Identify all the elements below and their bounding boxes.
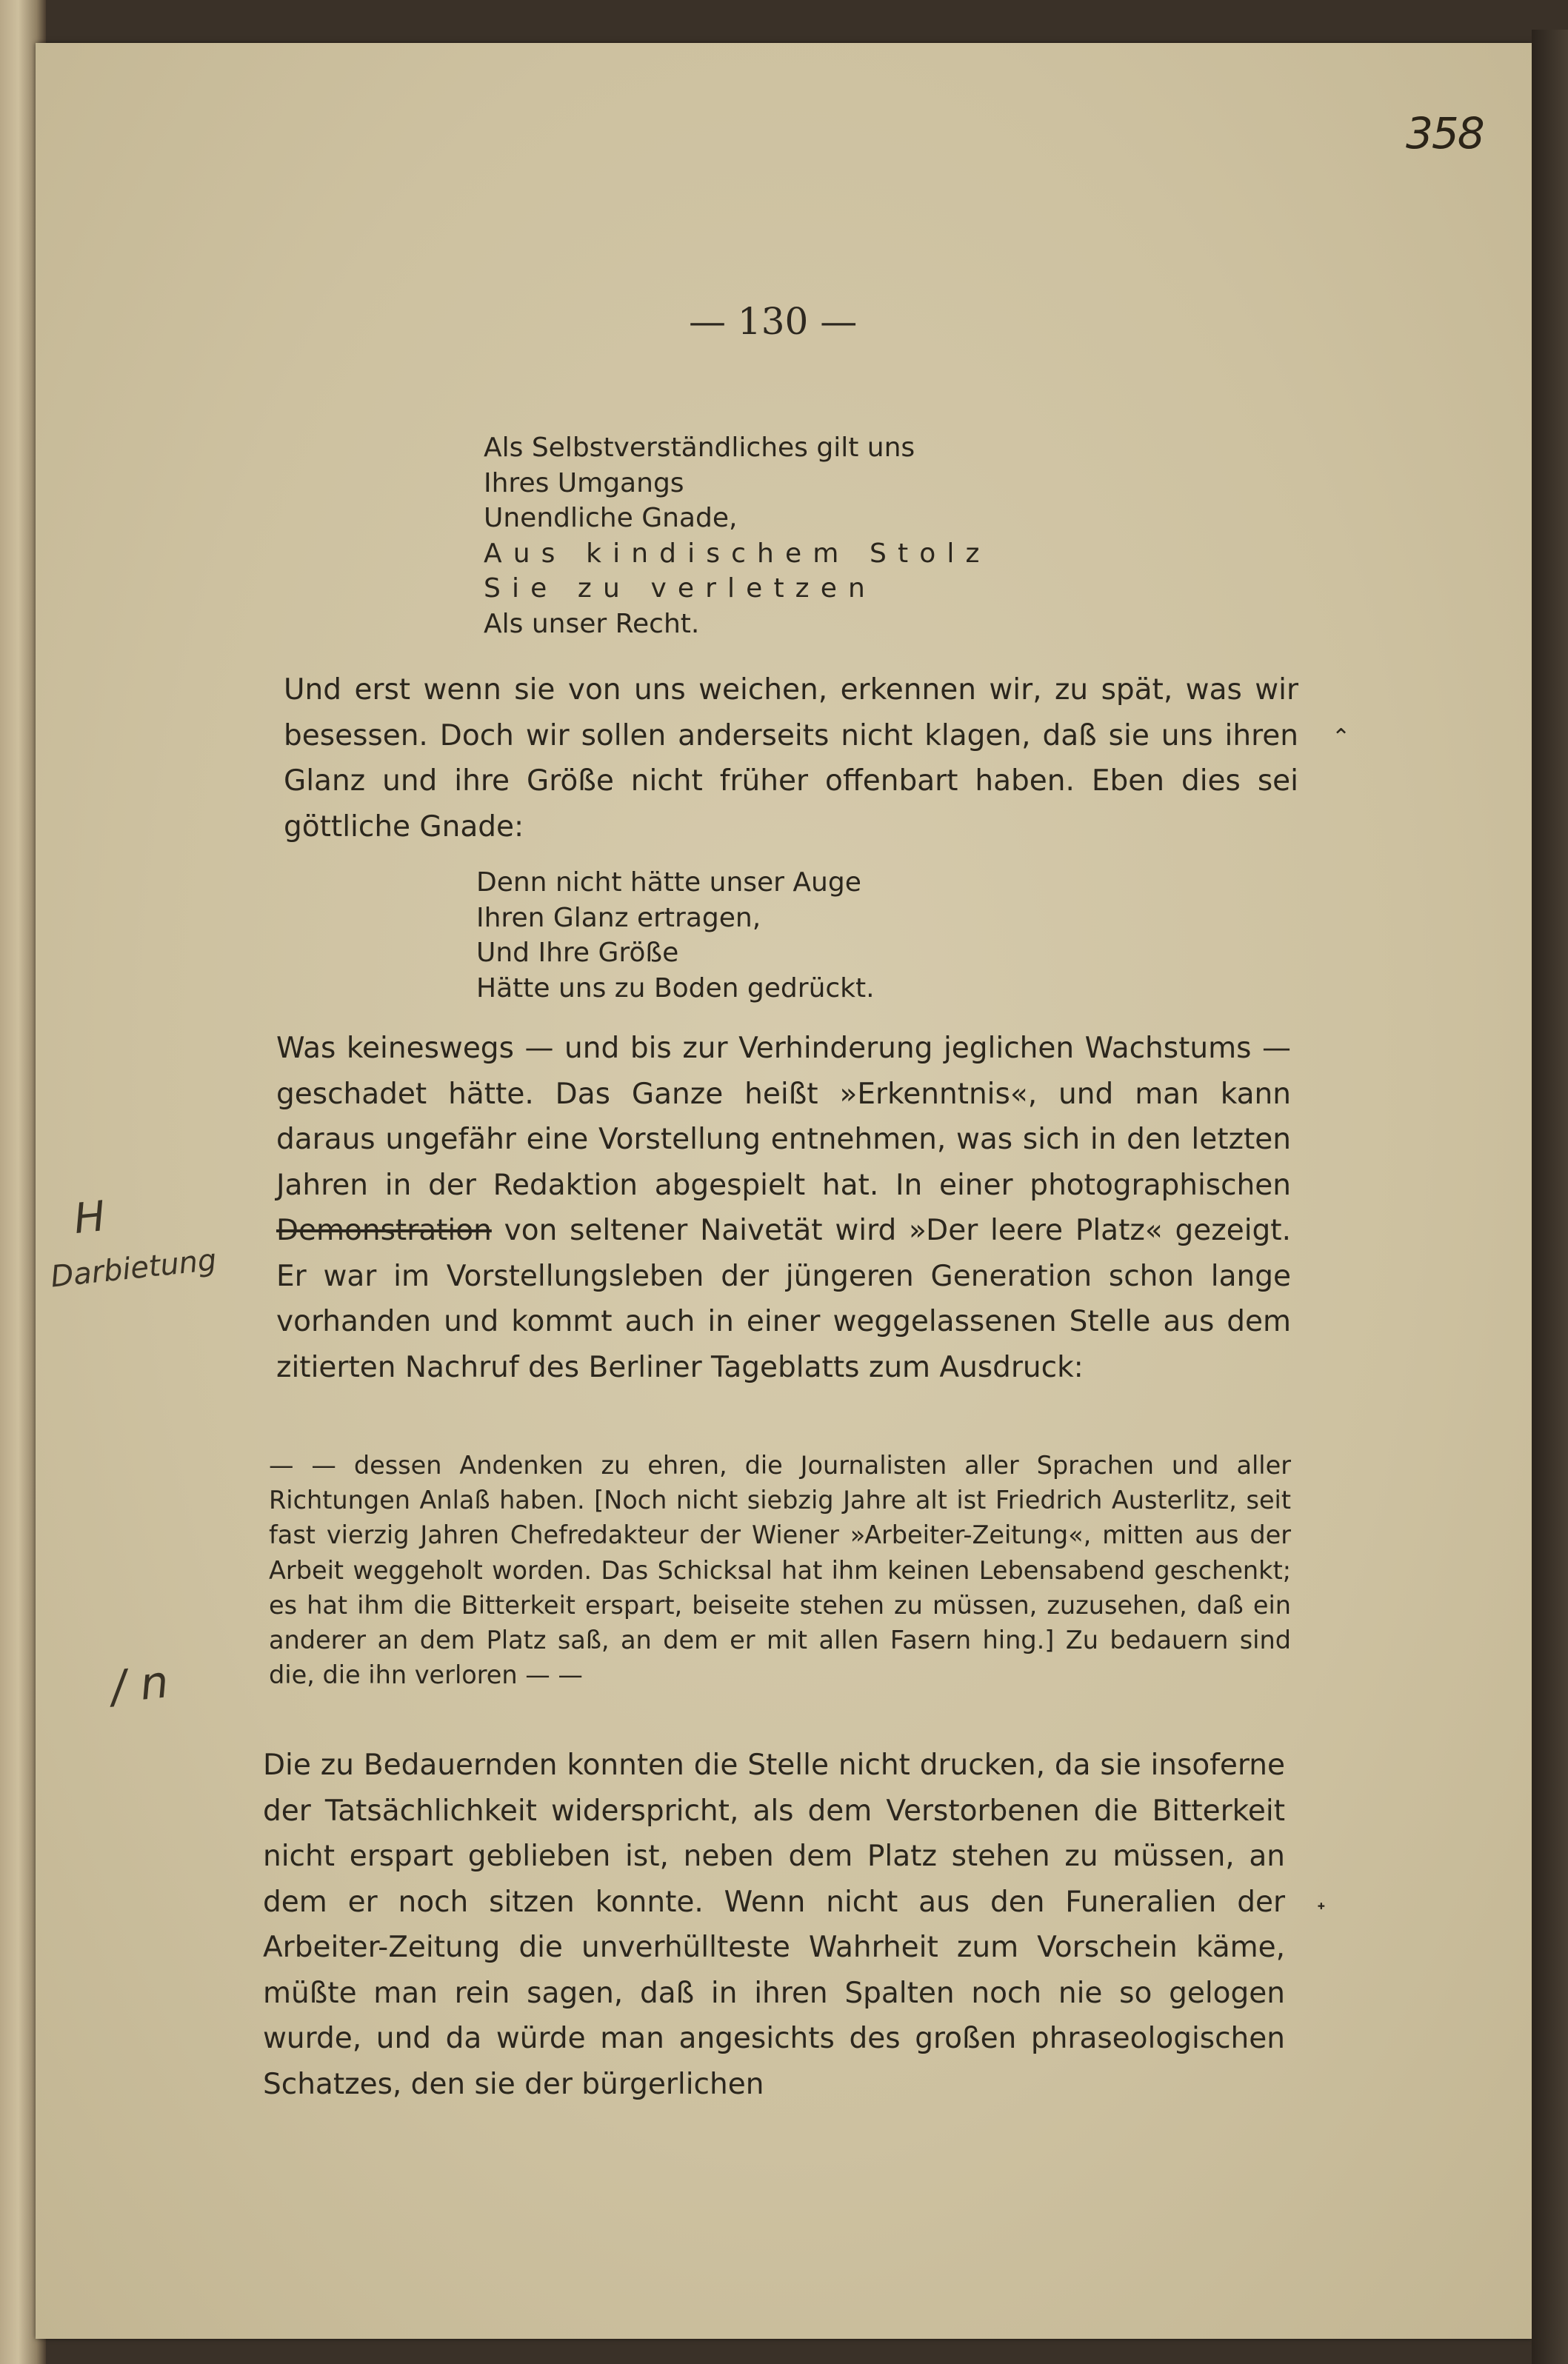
pencil-mark-icon: ⌃ (1332, 724, 1351, 750)
poem-block-2 (476, 865, 950, 1006)
poem-block-1 (484, 430, 991, 641)
poem-line: Sie zu verletzen (484, 573, 876, 604)
poem-line: Aus kindischem Stolz (484, 538, 991, 569)
poem-line: Unendliche Gnade, (484, 503, 738, 533)
paragraph-2-end: von seltener Naivetät wird »Der leere Platz« gezeigt. Er war im Vorstellungsleben der jüngeren Generation schon lange vorhanden und kommt auch in einer weggelassenen Stelle aus dem zitierten Nachruf des Berliner Tageblatts zum Ausdruck: (276, 1214, 1291, 1384)
paragraph-2-start: Was keineswegs — und bis zur Verhinderung jeglichen Wachstums — geschadet hätte. Das Ganze heißt »Erkenntnis«, und man kann daraus ungefähr eine Vorstellung entnehmen, was sich in den letzten Jahren in der Redaktion abgespielt hat. In einer photographischen (276, 1032, 1291, 1202)
archive-page-number: 358 (1406, 108, 1484, 158)
struck-word: Demonstration (276, 1214, 492, 1247)
paragraph-1: Und erst wenn sie von uns weichen, erkennen wir, zu spät, was wir besessen. Doch wir sollen anderseits nicht klagen, daß sie uns ihren Glanz und ihre Größe nicht früher offenbart haben. Eben dies sei göttliche Gnade: (284, 673, 1298, 844)
page-edge-shadow (1532, 30, 1568, 2364)
poem-line: Und Ihre Größe (476, 938, 679, 968)
margin-note-insertion: / n (108, 1656, 171, 1714)
quotation-block: — — dessen Andenken zu ehren, die Journalisten aller Sprachen und aller Richtungen Anlaß haben. [Noch nicht siebzig Jahre alt ist Friedrich Austerlitz, seit fast vierzig Jahren Chefredakteur der Wiener »Arbeiter-Zeitung«, mitten aus der Arbeit weggeholt worden. Das Schicksal hat ihm keinen Lebensabend geschenkt; es hat ihm die Bitterkeit erspart, beiseite stehen zu müssen, zuzusehen, daß ein anderer an dem Platz saß, an dem er mit allen Fasern hing.] Zu bedauern sind die, die ihn verloren — — (269, 1451, 1291, 1690)
margin-note-darbietung: Darbietung (49, 1243, 218, 1295)
margin-note-h: H (71, 1192, 108, 1244)
pencil-mark-icon: ˖ (1317, 1892, 1326, 1918)
poem-line: Als Selbstverständliches gilt uns (484, 433, 915, 463)
poem-line: Ihres Umgangs (484, 467, 684, 498)
paragraph-2 (276, 1026, 1291, 1390)
poem-line: Ihren Glanz ertragen, (476, 902, 761, 933)
paragraph-3: Die zu Bedauernden konnten die Stelle nicht drucken, da sie insoferne der Tatsächlichkeit widerspricht, als dem Verstorbenen die Bitterkeit nicht erspart geblieben ist, neben dem Platz stehen zu müssen, an dem er noch sitzen konnte. Wenn nicht aus den Funeralien der Arbeiter-Zeitung die unverhüllteste Wahrheit zum Vorschein käme, müßte man rein sagen, daß in ihren Spalten noch nie so gelogen wurde, und da würde man angesichts des großen phraseologischen Schatzes, den sie der bürgerlichen (263, 1749, 1285, 2101)
poem-line: Denn nicht hätte unser Auge (476, 867, 861, 898)
poem-line: Als unser Recht. (484, 608, 700, 639)
page-number: — 130 — (689, 300, 858, 343)
poem-line: Hätte uns zu Boden gedrückt. (476, 972, 875, 1004)
